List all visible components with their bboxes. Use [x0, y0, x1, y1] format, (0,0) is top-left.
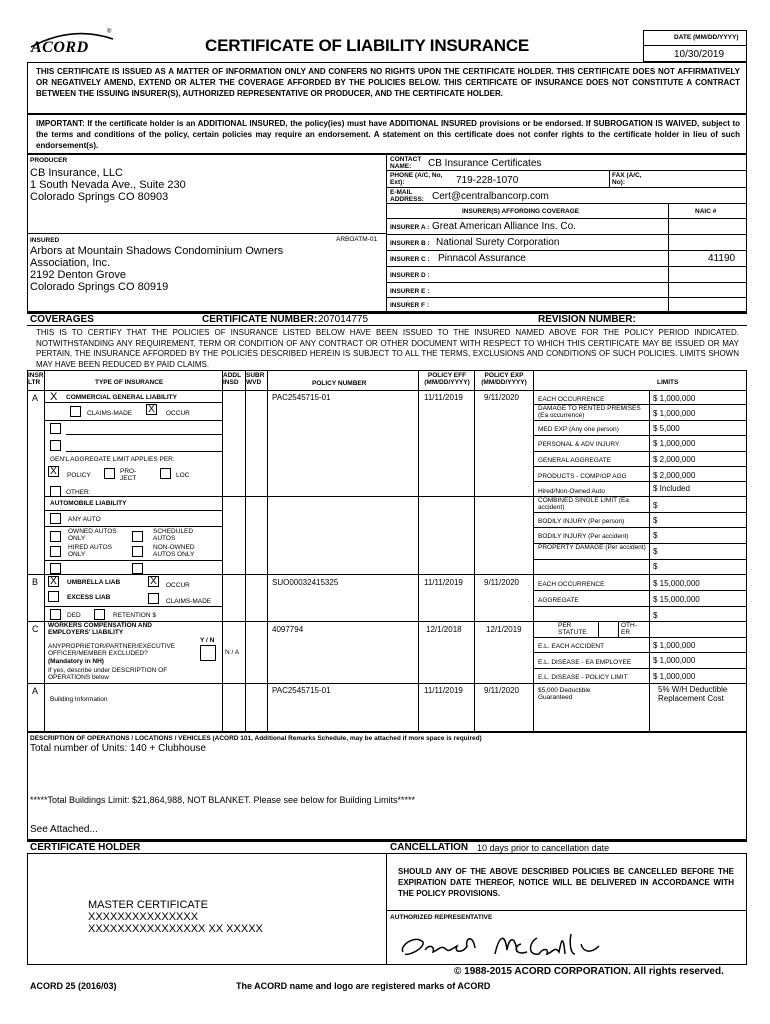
authorized-signature [395, 924, 605, 964]
certificate-date: 10/30/2019 [674, 49, 725, 60]
umbrella-checkbox[interactable]: X [48, 576, 59, 587]
contact-email: Cert@centralbancorp.com [432, 191, 549, 202]
coverage-statement: THIS IS TO CERTIFY THAT THE POLICIES OF INSURANCE LISTED BELOW HAVE BEEN ISSUED TO THE INSURED NAMED ABOVE FOR THE POLICY PERIOD INDICATED. NOTWITHSTANDING ANY REQUIREMENT, TERM OR CONDITION OF ANY CONTRACT OR OTHER DOCUMENT WITH RESPECT TO WHICH THIS CERTIFICATE MAY BE ISSUED OR MAY PERTAIN, THE INSURANCE AFFORDED BY THE POLICIES DESCRIBED HEREIN IS SUBJECT TO ALL THE TERMS, EXCLUSIONS AND CONDITIONS OF SUCH POLICIES. LIMITS SHOWN MAY HAVE BEEN REDUCED BY PAID CLAIMS. [36, 328, 739, 369]
cancellation-label: CANCELLATION [390, 842, 469, 853]
wc-policy-number: 4097794 [272, 625, 304, 634]
acord-logo: ACORD ® [31, 29, 112, 56]
producer-address: 1 South Nevada Ave., Suite 230 [30, 179, 186, 191]
holder-line-1: MASTER CERTIFICATE [88, 899, 208, 911]
coverages-label: COVERAGES [30, 314, 94, 325]
insurer-c-naic: 41190 [708, 253, 736, 264]
gl-eff-date: 11/11/2019 [424, 393, 463, 402]
insurer-a: Great American Alliance Ins. Co. [432, 221, 576, 232]
registered-marks: The ACORD name and logo are registered marks of ACORD [236, 981, 491, 991]
disclaimer-text: THIS CERTIFICATE IS ISSUED AS A MATTER OF INFORMATION ONLY AND CONFERS NO RIGHTS UPON THE CERTIFICATE HOLDER. THIS CERTIFICATE DOES NOT AFFIRMATIVELY OR NEGATIVELY AMEND, EXTEND OR ALTER THE COVERAGE AFFORDED BY THE POLICIES BELOW. THIS CERTIFICATE OF INSURANCE DOES NOT CONSTITUTE A CONTRACT BETWEEN THE ISSUING INSURER(S), AUTHORIZED REPRESENTATIVE OR PRODUCER, AND THE CERTIFICATE HOLDER. [36, 67, 740, 98]
producer-label: PRODUCER [30, 157, 68, 164]
contact-phone: 719-228-1070 [456, 175, 519, 186]
wc-excluded-checkbox[interactable] [200, 645, 216, 661]
producer-name: CB Insurance, LLC [30, 167, 123, 179]
claims-made-checkbox[interactable] [70, 406, 81, 417]
gl-exp-date: 9/11/2020 [484, 393, 519, 402]
producer-city: Colorado Springs CO 80903 [30, 191, 169, 203]
holder-line-3: XXXXXXXXXXXXXXXX XX XXXXX [88, 923, 263, 935]
insurer-b: National Surety Corporation [436, 237, 560, 248]
occur-checkbox[interactable]: X [146, 404, 157, 415]
gl-check: X [50, 391, 58, 403]
gl-policy-number: PAC2545715-01 [272, 393, 331, 402]
insurer-c: Pinnacol Assurance [438, 253, 526, 264]
certificate-number: 207014775 [318, 314, 369, 325]
important-box [27, 114, 747, 154]
form-number: ACORD 25 (2016/03) [30, 981, 117, 991]
page-title: CERTIFICATE OF LIABILITY INSURANCE [205, 36, 530, 55]
insured-label: INSURED [30, 237, 60, 244]
date-box: DATE (MM/DD/YYYY) 10/30/2019 [643, 30, 747, 62]
cancellation-note: 10 days prior to cancellation date [477, 843, 610, 853]
insured-code: ARBOATM-01 [336, 236, 378, 243]
description-building-limit: *****Total Buildings Limit: $21,864,988, NOT BLANKET. Please see below for Building Limits***** [30, 795, 416, 805]
important-text: IMPORTANT: If the certificate holder is an ADDITIONAL INSURED, the policy(ies) must have ADDITIONAL INSURED provisions or be endorsed. If SUBROGATION IS WAIVED, subject to the terms and conditions of the policy, certain policies may require an endorsement. A statement on this certificate does not confer rights to the certificate holder in lieu of such endorsement(s). [36, 119, 740, 150]
holder-label: CERTIFICATE HOLDER [30, 842, 141, 853]
copyright: © 1988-2015 ACORD CORPORATION. All rights reserved. [454, 966, 724, 977]
umb-policy-number: SUO00032415325 [272, 578, 339, 587]
disclaimer-box [27, 62, 747, 114]
building-policy-number: PAC2545715-01 [272, 686, 331, 695]
description-units: Total number of Units: 140 + Clubhouse [30, 743, 206, 754]
holder-line-2: XXXXXXXXXXXXXXX [88, 911, 199, 923]
contact-name: CB Insurance Certificates [428, 158, 542, 169]
insured-street: 2192 Denton Grove [30, 269, 127, 281]
umb-occur-checkbox[interactable]: X [148, 576, 159, 587]
policy-checkbox[interactable]: X [48, 466, 59, 477]
insured-name-2: Association, Inc. [30, 257, 111, 269]
insured-city: Colorado Springs CO 80919 [30, 281, 169, 293]
description-see-attached: See Attached... [30, 824, 98, 835]
insured-name: Arbors at Mountain Shadows Condominium Owners [30, 245, 284, 257]
cancellation-text: SHOULD ANY OF THE ABOVE DESCRIBED POLICIES BE CANCELLED BEFORE THE EXPIRATION DATE THEREOF, NOTICE WILL BE DELIVERED IN ACCORDANCE WITH THE POLICY PROVISIONS. [398, 867, 734, 898]
